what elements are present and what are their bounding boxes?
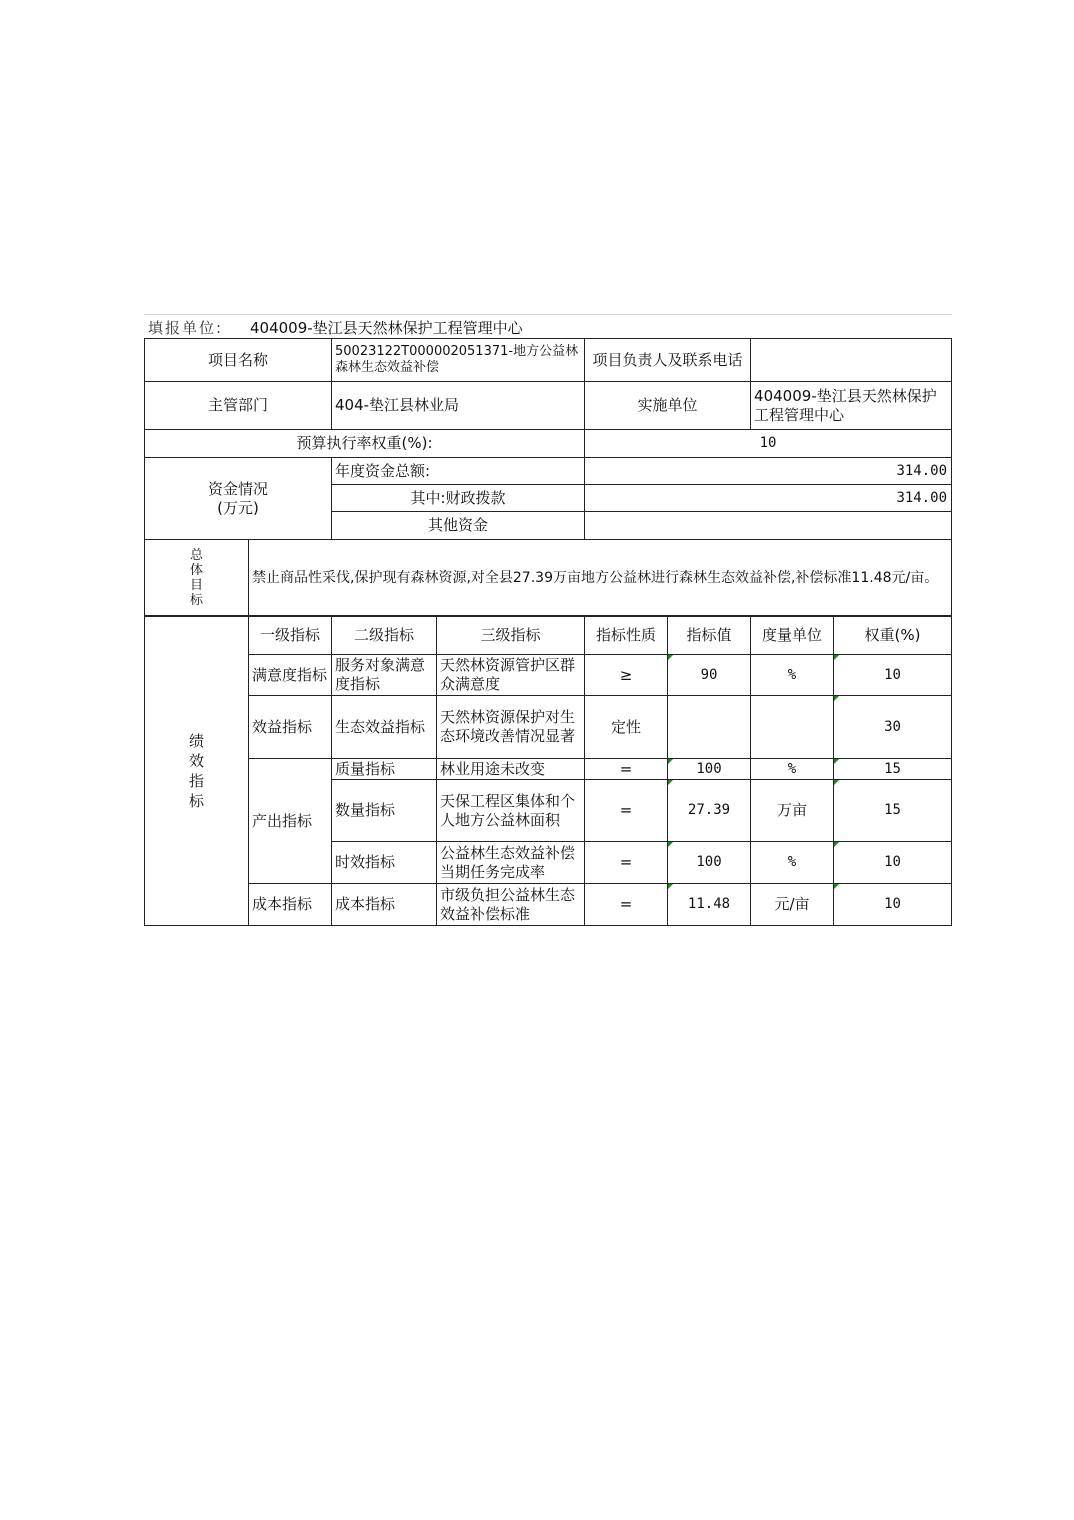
reporting-unit-row [144, 314, 952, 338]
unit-cell: 万亩 [751, 780, 834, 842]
performance-label: 绩 效 指 标 [145, 617, 249, 926]
value-cell: 100 [668, 842, 751, 884]
impl-unit-label: 实施单位 [585, 382, 751, 430]
fiscal-funds-label: 其中:财政拨款 [332, 485, 585, 512]
value-cell: 100 [668, 759, 751, 780]
header-level2: 二级指标 [332, 617, 437, 655]
level3-cell: 天然林资源保护对生态环境改善情况显著 [437, 696, 585, 759]
level2-cell: 数量指标 [332, 780, 437, 842]
project-name-label: 项目名称 [145, 339, 332, 382]
table-row [145, 759, 952, 780]
project-name-value: 50023122T000002051371-地方公益林森林生态效益补偿 [332, 339, 585, 382]
unit-cell: % [751, 655, 834, 696]
level1-cell: 效益指标 [249, 696, 332, 759]
level1-cell: 产出指标 [249, 759, 332, 884]
fiscal-funds-value: 314.00 [585, 485, 952, 512]
weight-cell: 10 [834, 655, 952, 696]
header-level1: 一级指标 [249, 617, 332, 655]
performance-table [144, 616, 952, 926]
reporting-unit-label: 填报单位: [148, 319, 224, 337]
impl-unit-value: 404009-垫江县天然林保护工程管理中心 [751, 382, 952, 430]
value-cell: 27.39 [668, 780, 751, 842]
nature-cell: 定性 [585, 696, 668, 759]
level3-cell: 市级负担公益林生态效益补偿标准 [437, 884, 585, 926]
level3-cell: 林业用途未改变 [437, 759, 585, 780]
unit-cell [751, 696, 834, 759]
nature-cell: = [585, 842, 668, 884]
budget-weight-label: 预算执行率权重(%): [145, 430, 585, 458]
other-funds-label: 其他资金 [332, 512, 585, 540]
contact-value [751, 339, 952, 382]
performance-form [144, 314, 952, 926]
header-value: 指标值 [668, 617, 751, 655]
nature-cell: = [585, 759, 668, 780]
header-weight: 权重(%) [834, 617, 952, 655]
other-funds-value [585, 512, 952, 540]
header-level3: 三级指标 [437, 617, 585, 655]
overall-goal-text: 禁止商品性采伐,保护现有森林资源,对全县27.39万亩地方公益林进行森林生态效益补偿,补偿标准11.48元/亩。 [249, 540, 952, 616]
level3-cell: 天然林资源管护区群众满意度 [437, 655, 585, 696]
dept-value: 404-垫江县林业局 [332, 382, 585, 430]
level1-cell: 成本指标 [249, 884, 332, 926]
level3-cell: 天保工程区集体和个人地方公益林面积 [437, 780, 585, 842]
weight-cell: 30 [834, 696, 952, 759]
weight-cell: 10 [834, 884, 952, 926]
value-cell: 11.48 [668, 884, 751, 926]
dept-label: 主管部门 [145, 382, 332, 430]
overall-goal-label: 总 体 目 标 [145, 540, 249, 616]
level2-cell: 成本指标 [332, 884, 437, 926]
unit-cell: % [751, 759, 834, 780]
unit-cell: % [751, 842, 834, 884]
level2-cell: 生态效益指标 [332, 696, 437, 759]
value-cell: 90 [668, 655, 751, 696]
level2-cell: 时效指标 [332, 842, 437, 884]
nature-cell: ≥ [585, 655, 668, 696]
reporting-unit-value: 404009-垫江县天然林保护工程管理中心 [250, 319, 523, 337]
level2-cell: 服务对象满意度指标 [332, 655, 437, 696]
nature-cell: = [585, 884, 668, 926]
unit-cell: 元/亩 [751, 884, 834, 926]
value-cell [668, 696, 751, 759]
table-row [145, 696, 952, 759]
level1-cell: 满意度指标 [249, 655, 332, 696]
level2-cell: 质量指标 [332, 759, 437, 780]
contact-label: 项目负责人及联系电话 [585, 339, 751, 382]
weight-cell: 10 [834, 842, 952, 884]
header-unit: 度量单位 [751, 617, 834, 655]
budget-weight-value: 10 [585, 430, 952, 458]
weight-cell: 15 [834, 759, 952, 780]
table-row [145, 655, 952, 696]
level3-cell: 公益林生态效益补偿当期任务完成率 [437, 842, 585, 884]
funds-label: 资金情况 (万元) [145, 458, 332, 540]
weight-cell: 15 [834, 780, 952, 842]
annual-funds-value: 314.00 [585, 458, 952, 485]
table-row [145, 884, 952, 926]
project-info-table [144, 338, 952, 616]
annual-funds-label: 年度资金总额: [332, 458, 585, 485]
header-nature: 指标性质 [585, 617, 668, 655]
nature-cell: = [585, 780, 668, 842]
